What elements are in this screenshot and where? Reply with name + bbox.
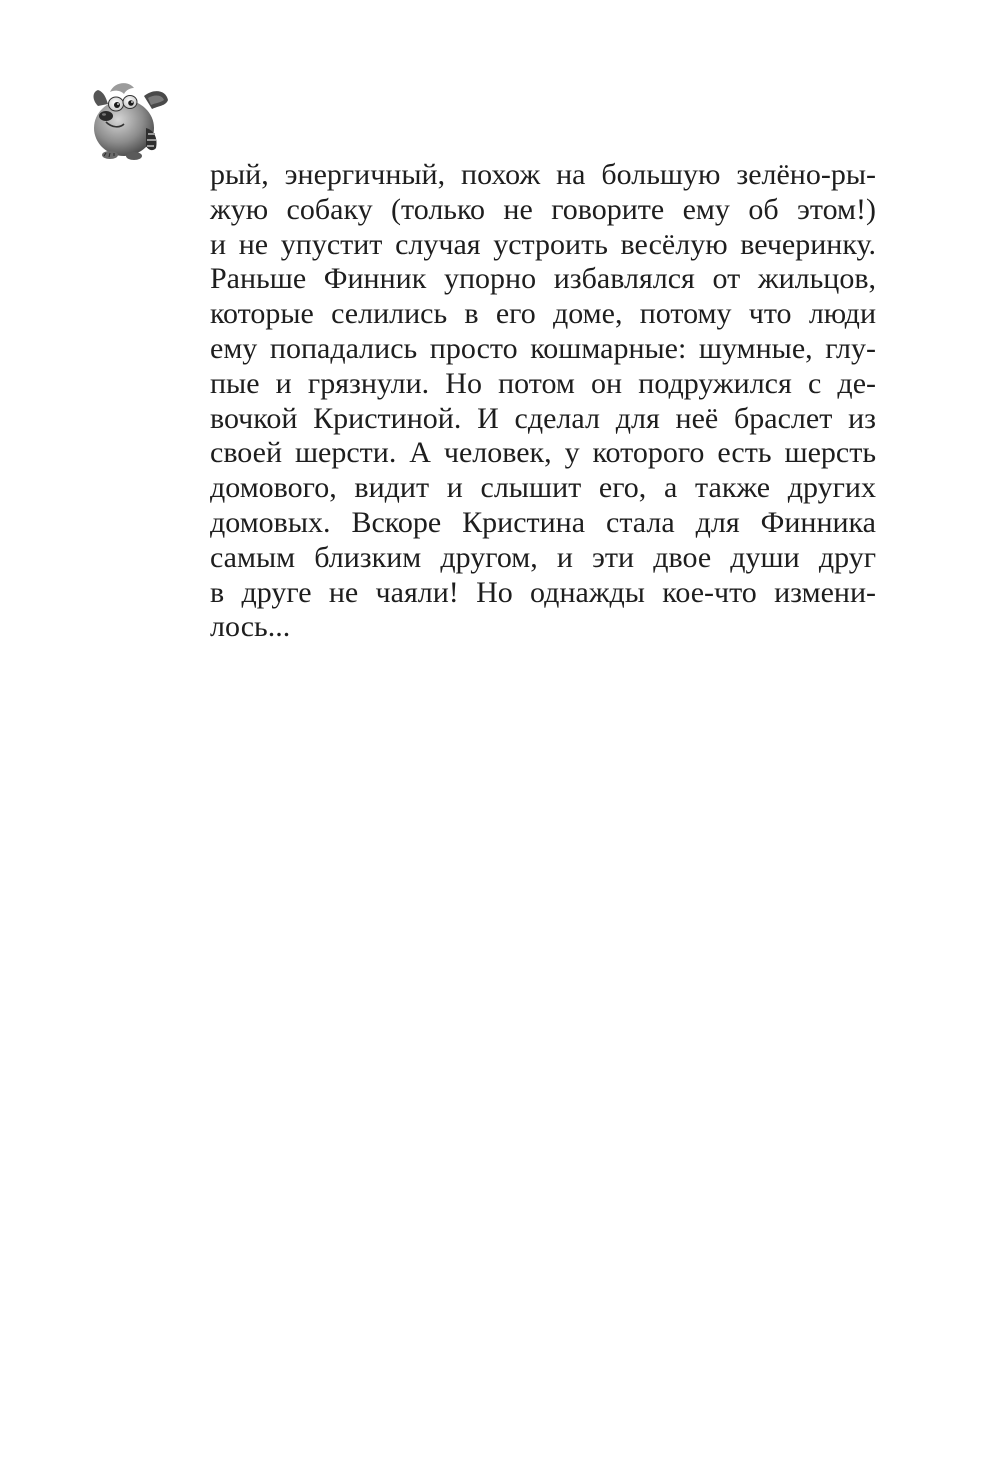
text-line: домового, видит и слышит его, а также других [210, 471, 876, 505]
text-line: Раньше Финник упорно избавлялся от жильцов, [210, 262, 876, 296]
finnik-character-icon [84, 76, 172, 164]
text-line: своей шерсти. А человек, у которого есть шерсть [210, 436, 876, 470]
text-line: домовых. Вскоре Кристина стала для Финника [210, 505, 876, 539]
text-line: и не упустит случая устроить весёлую вечеринку. [210, 227, 876, 261]
text-line: жую собаку (только не говорите ему об этом!) [210, 192, 876, 226]
text-line: вочкой Кристиной. И сделал для неё браслет из [210, 401, 876, 435]
text-line: которые селились в его доме, потому что люди [210, 297, 876, 331]
text-line: ему попадались просто кошмарные: шумные, глу- [210, 331, 876, 365]
text-line: самым близким другом, и эти двое души друг [210, 540, 876, 574]
text-line: рый, энергичный, похож на большую зелёно-ры- [210, 158, 876, 191]
text-line: пые и грязнули. Но потом он подружился с де- [210, 366, 876, 400]
text-line: лось... [210, 610, 291, 644]
text-line: в друге не чаяли! Но однажды кое-что измени- [210, 575, 876, 609]
main-paragraph [210, 158, 876, 645]
